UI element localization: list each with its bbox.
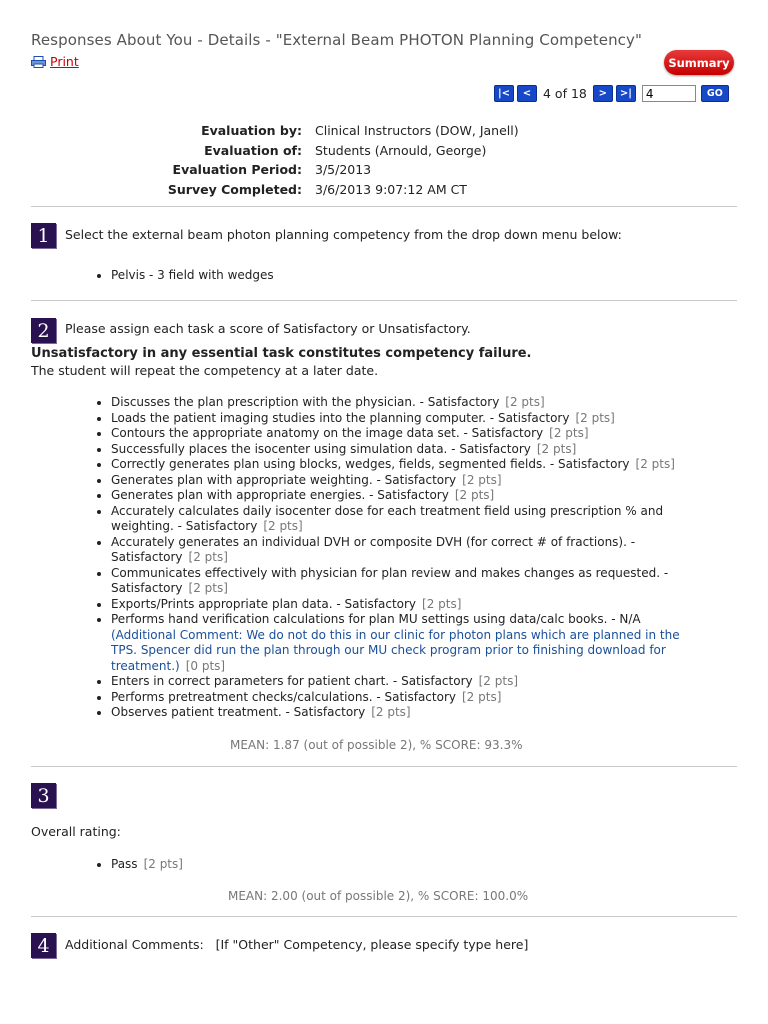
divider xyxy=(31,300,737,301)
meta-value: Students (Arnould, George) xyxy=(315,142,487,158)
list-item xyxy=(111,566,701,597)
task-text: Correctly generates plan using blocks, wedges, fields, segmented fields. - Satisfactory xyxy=(111,457,630,471)
points-label: [2 pts] xyxy=(422,596,462,611)
list-item xyxy=(111,597,701,613)
task-text: Successfully places the isocenter using simulation data. - Satisfactory xyxy=(111,441,531,456)
list-item xyxy=(111,674,701,690)
mean-score: MEAN: 2.00 (out of possible 2), % SCORE: 100.0% xyxy=(228,889,529,903)
evaluation-details xyxy=(120,121,519,199)
task-text: Communicates effectively with physician for plan review and makes changes as requested. - Satisfactory xyxy=(111,565,669,595)
list-item xyxy=(111,457,701,473)
points-label: [2 pts] xyxy=(263,519,303,533)
task-text: Enters in correct parameters for patient chart. - Satisfactory xyxy=(111,674,473,688)
task-text: Loads the patient imaging studies into the planning computer. - Satisfactory xyxy=(111,410,570,425)
meta-value: Clinical Instructors (DOW, Janell) xyxy=(315,123,519,139)
points-label: [2 pts] xyxy=(635,457,675,471)
meta-label: Evaluation Period: xyxy=(172,162,302,178)
first-page-button[interactable]: |< xyxy=(494,85,514,102)
list-item xyxy=(111,268,701,284)
mean-score: MEAN: 1.87 (out of possible 2), % SCORE: 93.3% xyxy=(230,738,523,752)
points-label: [2 pts] xyxy=(454,488,495,502)
task-text: Contours the appropriate anatomy on the image data set. - Satisfactory xyxy=(111,426,544,440)
meta-value: 3/6/2013 9:07:12 AM CT xyxy=(315,181,467,197)
points-label: [2 pts] xyxy=(575,410,615,425)
answer-text: Pass xyxy=(111,857,138,871)
question-number-badge: 4 xyxy=(31,933,56,958)
list-item xyxy=(111,442,701,458)
repeat-note: The student will repeat the competency at a later date. xyxy=(31,363,379,378)
task-text: Accurately calculates daily isocenter dose for each treatment field using prescription % and weighting. - Satisfactory xyxy=(111,503,664,533)
list-item xyxy=(111,690,701,706)
points-label: [2 pts] xyxy=(478,674,518,688)
page-count: 4 of 18 xyxy=(543,86,587,101)
list-item xyxy=(111,411,701,427)
points-label: [2 pts] xyxy=(371,705,411,719)
list-item xyxy=(111,535,701,566)
points-label: [2 pts] xyxy=(188,550,228,564)
page-number-input[interactable] xyxy=(642,85,696,102)
points-label: [2 pts] xyxy=(188,581,228,595)
print-link[interactable] xyxy=(31,54,79,69)
question-text: Additional Comments: [If "Other" Competency, please specify type here] xyxy=(65,937,529,952)
divider xyxy=(31,916,737,917)
question-number-badge: 1 xyxy=(31,223,56,248)
print-label: Print xyxy=(50,54,79,69)
prev-page-button[interactable]: < xyxy=(517,85,537,102)
points-label: [2 pts] xyxy=(462,472,502,487)
task-text: Performs pretreatment checks/calculations. - Satisfactory xyxy=(111,689,456,704)
answer-list xyxy=(111,268,701,284)
next-page-button[interactable]: > xyxy=(593,85,613,102)
question-number-badge: 3 xyxy=(31,783,56,808)
printer-icon xyxy=(31,56,46,68)
list-item xyxy=(111,473,701,489)
points-label: [2 pts] xyxy=(143,857,183,871)
task-list xyxy=(111,395,701,721)
list-item xyxy=(111,612,701,674)
divider xyxy=(31,766,737,767)
task-text: Generates plan with appropriate energies. - Satisfactory xyxy=(111,488,449,502)
task-text: Accurately generates an individual DVH or composite DVH (for correct # of fractions). - Satisfactory xyxy=(111,534,636,564)
pager xyxy=(494,84,729,103)
task-text: Exports/Prints appropriate plan data. - Satisfactory xyxy=(111,596,417,611)
points-label: [2 pts] xyxy=(536,441,577,456)
list-item xyxy=(111,488,701,504)
last-page-button[interactable]: >| xyxy=(616,85,636,102)
answer-text: Pelvis - 3 field with wedges xyxy=(111,268,274,282)
task-text: Generates plan with appropriate weighting. - Satisfactory xyxy=(111,472,457,487)
list-item xyxy=(111,504,701,535)
question-text: Overall rating: xyxy=(31,824,121,839)
list-item xyxy=(111,426,701,442)
list-item xyxy=(111,395,701,411)
task-text: Discusses the plan prescription with the physician. - Satisfactory xyxy=(111,395,500,409)
meta-label: Evaluation of: xyxy=(204,142,302,158)
list-item xyxy=(111,705,701,721)
points-label: [2 pts] xyxy=(462,689,502,704)
answer-list xyxy=(111,857,701,873)
question-text: Select the external beam photon planning competency from the drop down menu below: xyxy=(65,227,622,242)
go-button[interactable]: GO xyxy=(701,85,729,102)
summary-button[interactable]: Summary xyxy=(664,50,734,75)
divider xyxy=(31,206,737,207)
page-title: Responses About You - Details - "External Beam PHOTON Planning Competency" xyxy=(31,31,643,49)
additional-comment: (Additional Comment: We do not do this in our clinic for photon plans which are planned in the TPS. Spencer did run the plan through our MU check program prior to finishing download for treatment.) xyxy=(111,627,680,673)
meta-label: Survey Completed: xyxy=(167,181,302,197)
points-label: [2 pts] xyxy=(505,395,545,409)
points-label: [0 pts] xyxy=(185,658,226,673)
question-text: Please assign each task a score of Satisfactory or Unsatisfactory. xyxy=(65,321,471,336)
competency-warning: Unsatisfactory in any essential task constitutes competency failure. xyxy=(31,346,532,361)
meta-value: 3/5/2013 xyxy=(315,162,372,178)
question-number-badge: 2 xyxy=(31,318,56,343)
points-label: [2 pts] xyxy=(549,426,589,440)
task-text: Performs hand verification calculations for plan MU settings using data/calc books. - N/A xyxy=(111,612,641,626)
meta-label: Evaluation by: xyxy=(201,123,302,139)
list-item xyxy=(111,857,701,873)
task-text: Observes patient treatment. - Satisfactory xyxy=(111,705,366,719)
